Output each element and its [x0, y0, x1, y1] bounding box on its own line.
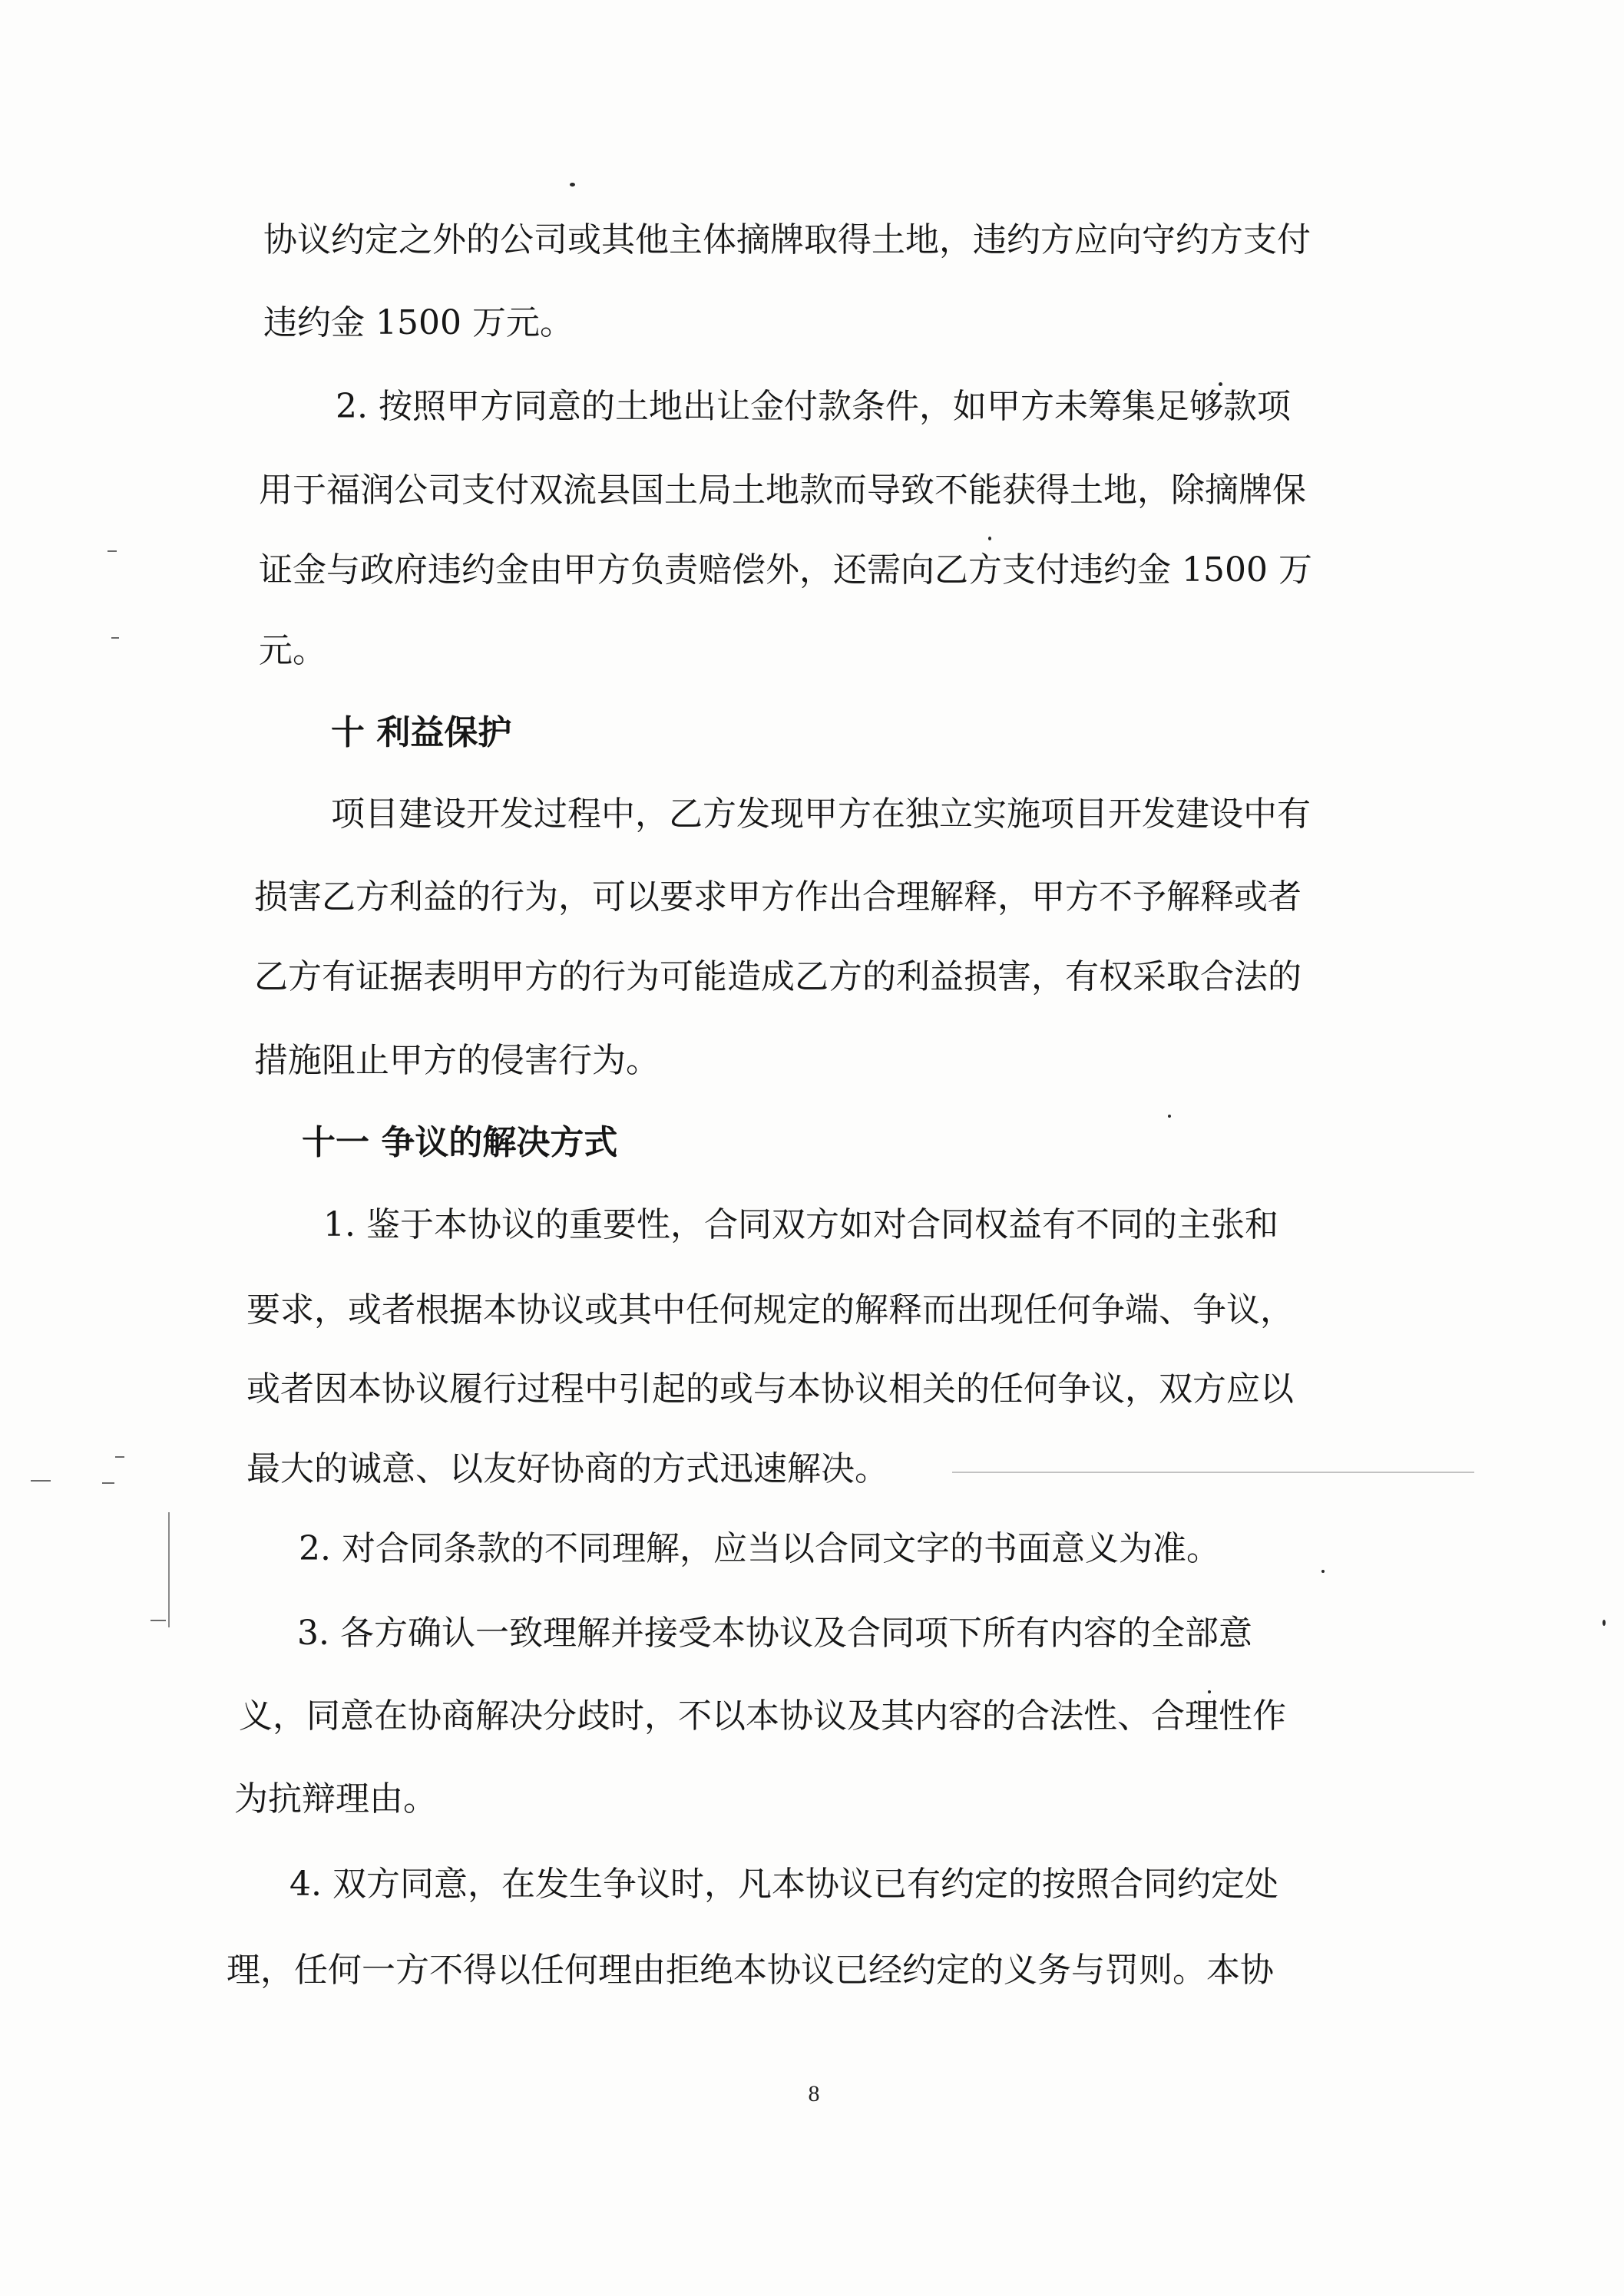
scan-speck	[1603, 1620, 1606, 1626]
margin-mark	[115, 1456, 124, 1458]
section-heading: 十 利益保护	[331, 713, 512, 752]
margin-mark	[102, 1482, 114, 1484]
paragraph-line: 2. 按照甲方同意的土地出让金付款条件，如甲方未筹集足够款项	[336, 387, 1291, 426]
paragraph-line: 1. 鉴于本协议的重要性，合同双方如对合同权益有不同的主张和	[323, 1205, 1278, 1244]
scan-speck	[1321, 1570, 1325, 1573]
paragraph-line: 损害乙方利益的行为，可以要求甲方作出合理解释，甲方不予解释或者	[254, 877, 1302, 917]
paragraph-line: 要求，或者根据本协议或其中任何规定的解释而出现任何争端、争议，	[246, 1290, 1294, 1330]
margin-mark	[150, 1620, 166, 1621]
paragraph-line: 乙方有证据表明甲方的行为可能造成乙方的利益损害，有权采取合法的	[254, 957, 1302, 996]
margin-mark	[107, 550, 117, 552]
paragraph-line: 元。	[259, 631, 326, 670]
scan-speck	[570, 183, 575, 187]
paragraph-line: 义，同意在协商解决分歧时，不以本协议及其内容的合法性、合理性作	[239, 1696, 1286, 1736]
section-heading: 十一 争议的解决方式	[302, 1123, 618, 1162]
paragraph-line: 理，任何一方不得以任何理由拒绝本协议已经约定的义务与罚则。本协	[227, 1951, 1274, 1990]
paragraph-line: 协议约定之外的公司或其他主体摘牌取得土地，违约方应向守约方支付	[263, 220, 1311, 259]
paragraph-line: 或者因本协议履行过程中引起的或与本协议相关的任何争议，双方应以	[246, 1369, 1294, 1409]
page-number: 8	[808, 2081, 820, 2106]
scan-speck	[988, 537, 991, 540]
paragraph-line: 3. 各方确认一致理解并接受本协议及合同项下所有内容的全部意	[297, 1614, 1252, 1653]
margin-mark	[168, 1512, 170, 1627]
paragraph-line: 证金与政府违约金由甲方负责赔偿外，还需向乙方支付违约金 1500 万	[259, 550, 1312, 590]
paragraph-line: 4. 双方同意，在发生争议时，凡本协议已有约定的按照合同约定处	[289, 1865, 1278, 1904]
margin-mark	[111, 637, 119, 639]
margin-mark	[31, 1480, 51, 1482]
paragraph-line: 措施阻止甲方的侵害行为。	[254, 1041, 660, 1080]
paragraph-line: 最大的诚意、以友好协商的方式迅速解决。	[246, 1449, 888, 1488]
paragraph-line: 违约金 1500 万元。	[263, 303, 574, 342]
scan-speck	[1168, 1115, 1171, 1118]
paragraph-line: 项目建设开发过程中，乙方发现甲方在独立实施项目开发建设中有	[331, 795, 1311, 834]
paragraph-line: 为抗辩理由。	[234, 1779, 437, 1819]
scan-rule	[952, 1472, 1474, 1473]
paragraph-line: 2. 对合同条款的不同理解，应当以合同文字的书面意义为准。	[299, 1529, 1220, 1568]
paragraph-line: 用于福润公司支付双流县国土局土地款而导致不能获得土地，除摘牌保	[259, 471, 1306, 510]
